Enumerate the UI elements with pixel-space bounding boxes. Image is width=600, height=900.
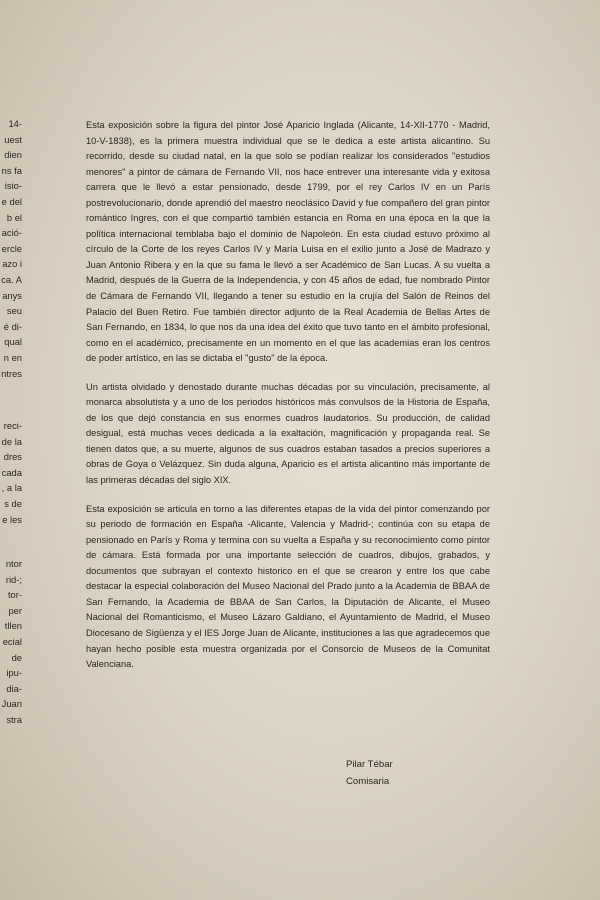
curator-role: Comisaria [346,776,390,787]
left-column-fragment [0,0,22,900]
left-fragment-line: reci- [3,420,22,431]
left-fragment-line: e del [1,195,22,207]
paragraph-2: Un artista olvidado y denostado durante muchas décadas por su vinculación, precisamente, al monarca absolutista y a uno de los periodos históricos más convulsos de la Historia de España, de los que dejó constancia en sus enormes cuadros laudatorios. Su producción, de calidad desigual, está muchas veces dedicada a la exaltación, magnificación y propaganda real. Se tienen datos que, a su muerte, algunos de sus cuadros estaban tasados a precios superiores a obras de Goya o Velázquez. Sin duda alguna, Aparicio es el artista alicantino más importante de las primeras décadas del siglo XIX. [86,381,490,486]
left-fragment-line: dia- [6,682,22,694]
left-fragment-line: Juan [1,698,22,710]
left-fragment-line: ntor [5,558,22,569]
left-fragment-line: uest [4,133,22,145]
left-fragment-line: cada [1,466,22,478]
exhibition-text [86,118,490,686]
left-fragment-line: dien [4,149,22,161]
paragraph-1: Esta exposición sobre la figura del pintor José Aparicio Inglada (Alicante, 14-XII-1770 - Madrid, 10-V-1838), es la primera muestra individual que se le dedica a este artista alicantino. Su recorrido, desde su ciudad natal, en la que solo se podían realizar los considerados "estudios menores" a pintor de cámara de Fernando VII, nos hace entrever una interesante vida y exitosa carrera que le llevó a estar pensionado, desde 1799, por el rey Carlos IV en un París postrevolucionario, donde aprendió del maestro neoclásico David y fue compañero del gran pintor romántico Ingres, con el que compartió también estancia en Roma en una época en la que la política internacional temblaba bajo el dominio de Napoleón. En esta ciudad estuvo próximo al círculo de la Corte de los reyes Carlos IV y María Luisa en el exilio junto a José de Madrazo y Juan Antonio Ribera y en la que su fama le llevó a ser Académico de San Lucas. A su vuelta a Madrid, después de la Guerra de la Independencia, y con 45 años de edad, fue nombrado Pintor de Cámara de Fernando VII, llegando a tener su estudio en la crujía del Salón de Reinos del Palacio del Buen Retiro. Fue también director adjunto de la Real Academia de Bellas Artes de San Fernando, en 1834, lo que nos da una idea del éxito que tuvo tanto en el ámbito profesional, como en el académico, precisamente en un momento en el que las academias eran los centros de poder artístico, en las se dictaba el "gusto" de la época. [86,120,490,364]
left-fragment-line: tllen [4,620,22,632]
left-fragment-line: b el [6,211,22,223]
left-fragment-block-1 [1,116,22,381]
curator-name: Pilar Tébar [346,759,393,770]
left-fragment-line: azo i [2,258,22,270]
left-fragment-line: isio- [4,180,22,192]
left-fragment-block-3 [2,556,22,728]
left-fragment-line: de la [1,435,22,447]
left-fragment-line: seu [6,305,22,317]
left-fragment-line: ca. A [1,273,22,285]
left-fragment-line: ntres [1,367,22,379]
left-fragment-line: dres [3,451,22,463]
left-fragment-line: ipu- [6,667,22,679]
left-fragment-line: 14- [8,118,22,129]
signature-block [346,756,393,790]
left-fragment-line: ecial [2,635,22,647]
left-fragment-line: anys [2,289,22,301]
left-fragment-line: tor- [7,589,22,601]
left-fragment-line: s de [4,497,22,509]
left-fragment-line: ns fa [1,164,22,176]
left-fragment-line: n en [3,351,22,363]
left-fragment-line: , a la [1,482,22,494]
left-fragment-block-2 [2,418,22,527]
left-fragment-line: e les [2,513,22,525]
left-fragment-line: per [8,604,22,616]
left-fragment-line: é di- [3,320,22,332]
left-fragment-line: rid-; [5,573,22,585]
left-fragment-line: stra [6,713,22,725]
left-fragment-line: qual [4,336,22,348]
paragraph-3: Esta exposición se articula en torno a las diferentes etapas de la vida del pintor comenzando por su periodo de formación en España -Alicante, Valencia y Madrid-; continúa con su etapa de pensionado en París y Roma y termina con su vuelta a España y su reconocimiento como pintor de cámara. Está formada por una importante selección de cuadros, dibujos, grabados, y documentos que subrayan el contexto historico en el que se crearon y entre los que cabe destacar la especial colaboración del Museo Nacional del Prado junto a la Academia de BBAA de San Fernando, la Academia de BBAA de San Carlos, la Diputación de Alicante, el Museo Nacional del Romanticismo, el Museo Lázaro Galdiano, el Ayuntamiento de Madrid, el Museo Diocesano de Sigüenza y el IES Jorge Juan de Alicante, instituciones a las que agradecemos que hayan hecho posible esta muestra organizada por el Consorcio de Museos de la Comunitat Valenciana. [86,503,490,670]
left-fragment-line: de [11,651,22,663]
left-fragment-line: ercle [1,242,22,254]
left-fragment-line: ació- [1,227,22,239]
